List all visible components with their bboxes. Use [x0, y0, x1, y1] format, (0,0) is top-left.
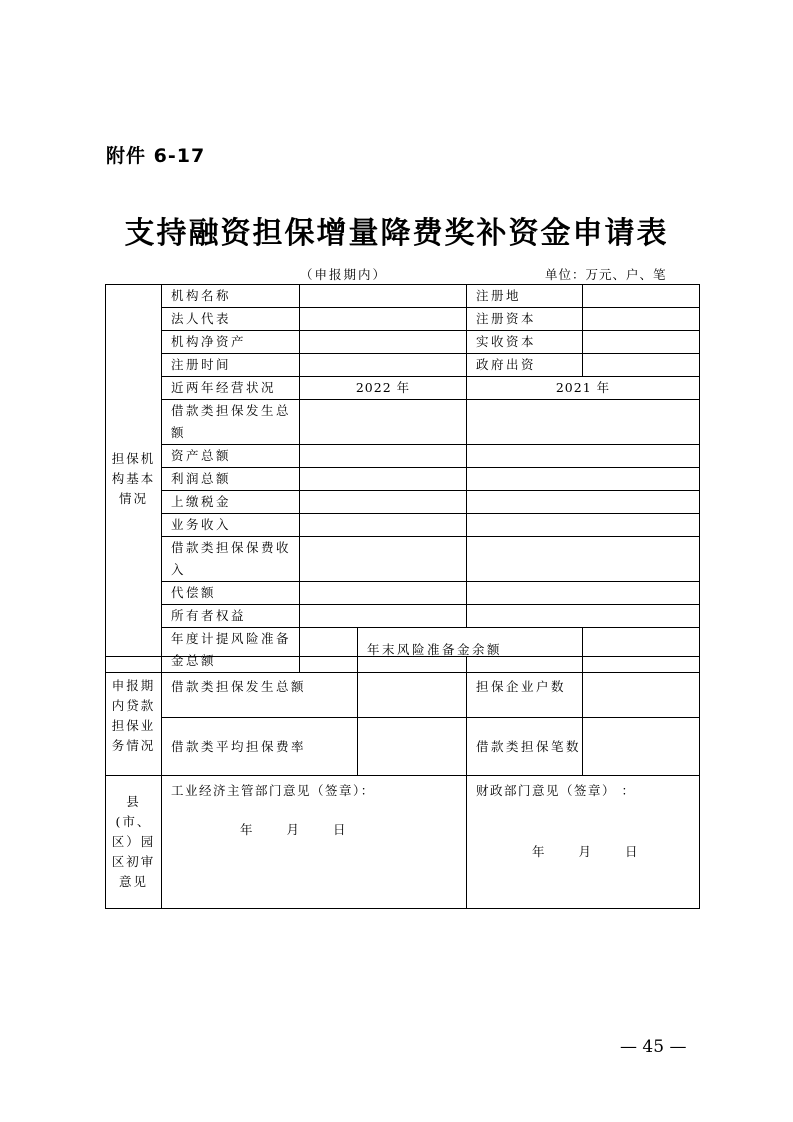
annual-reserve-label: 年度计提风险准备金总额: [162, 628, 300, 673]
reg-time-field[interactable]: [300, 354, 467, 377]
form-title: 支持融资担保增量降费奖补资金申请表: [124, 216, 669, 251]
date-year: 年: [532, 844, 545, 859]
reg-place-field[interactable]: [583, 285, 700, 308]
org-name-label: 机构名称: [162, 285, 300, 308]
org-name-field[interactable]: [300, 285, 467, 308]
date-day: 日: [333, 822, 346, 837]
finance-opinion-date: [532, 841, 638, 863]
industry-opinion-cell[interactable]: [162, 776, 467, 909]
legal-rep-label: 法人代表: [162, 308, 300, 331]
compensation-2022-field[interactable]: [300, 582, 467, 605]
avg-rate-field[interactable]: [358, 718, 467, 776]
status-label: 近两年经营状况: [162, 377, 300, 400]
guarantee-count-field[interactable]: [583, 718, 700, 776]
legal-rep-field[interactable]: [300, 308, 467, 331]
attachment-label: 附件 6-17: [106, 145, 206, 167]
total-profit-2022-field[interactable]: [300, 468, 467, 491]
total-assets-2022-field[interactable]: [300, 445, 467, 468]
section-business: 申报期内贷款担保业务情况: [106, 657, 162, 776]
taxes-paid-2021-field[interactable]: [467, 491, 700, 514]
gov-capital-field[interactable]: [583, 354, 700, 377]
reg-time-label: 注册时间: [162, 354, 300, 377]
paid-capital-label: 实收资本: [467, 331, 583, 354]
reg-capital-label: 注册资本: [467, 308, 583, 331]
industry-opinion-label: 工业经济主管部门意见（签章）：: [171, 783, 375, 798]
guarantee-total-2022-field[interactable]: [300, 400, 467, 445]
taxes-paid-label: 上缴税金: [162, 491, 300, 514]
section-basic-info: 担保机构基本情况: [106, 285, 162, 673]
date-month: 月: [578, 844, 592, 859]
business-total-label: 借款类担保发生总额: [162, 657, 358, 718]
business-income-2021-field[interactable]: [467, 514, 700, 537]
guarantee-total-label: 借款类担保发生总额: [162, 400, 300, 445]
premium-income-2021-field[interactable]: [467, 537, 700, 582]
business-income-label: 业务收入: [162, 514, 300, 537]
total-assets-2021-field[interactable]: [467, 445, 700, 468]
section-review: 县(市、区）园区初审意见: [106, 776, 162, 909]
guarantee-total-2021-field[interactable]: [467, 400, 700, 445]
unit-note: 单位：万元、户、笔: [545, 267, 667, 282]
owners-equity-2022-field[interactable]: [300, 605, 467, 628]
page-number: — 45 —: [620, 1037, 687, 1057]
date-day: 日: [625, 844, 638, 859]
owners-equity-label: 所有者权益: [162, 605, 300, 628]
total-profit-label: 利润总额: [162, 468, 300, 491]
premium-income-label: 借款类担保保费收入: [162, 537, 300, 582]
industry-opinion-date: [240, 819, 346, 841]
reg-place-label: 注册地: [467, 285, 583, 308]
compensation-label: 代偿额: [162, 582, 300, 605]
application-form-table: [105, 284, 700, 673]
owners-equity-2021-field[interactable]: [467, 605, 700, 628]
business-income-2022-field[interactable]: [300, 514, 467, 537]
period-note: （申报期内）: [300, 267, 388, 282]
firms-count-field[interactable]: [583, 657, 700, 718]
date-year: 年: [240, 822, 253, 837]
total-profit-2021-field[interactable]: [467, 468, 700, 491]
taxes-paid-2022-field[interactable]: [300, 491, 467, 514]
firms-count-label: 担保企业户数: [467, 657, 583, 718]
premium-income-2022-field[interactable]: [300, 537, 467, 582]
net-assets-field[interactable]: [300, 331, 467, 354]
gov-capital-label: 政府出资: [467, 354, 583, 377]
avg-rate-label: 借款类平均担保费率: [162, 718, 358, 776]
compensation-2021-field[interactable]: [467, 582, 700, 605]
finance-opinion-label: 财政部门意见（签章） ：: [476, 783, 636, 798]
reg-capital-field[interactable]: [583, 308, 700, 331]
finance-opinion-cell[interactable]: [467, 776, 700, 909]
paid-capital-field[interactable]: [583, 331, 700, 354]
business-review-table: [105, 656, 700, 909]
date-month: 月: [286, 822, 300, 837]
year-2021-header: 2021 年: [467, 377, 700, 400]
year-end-reserve-label: 年末风险准备金余额: [358, 628, 583, 673]
net-assets-label: 机构净资产: [162, 331, 300, 354]
total-assets-label: 资产总额: [162, 445, 300, 468]
year-2022-header: 2022 年: [300, 377, 467, 400]
business-total-field[interactable]: [358, 657, 467, 718]
guarantee-count-label: 借款类担保笔数: [467, 718, 583, 776]
